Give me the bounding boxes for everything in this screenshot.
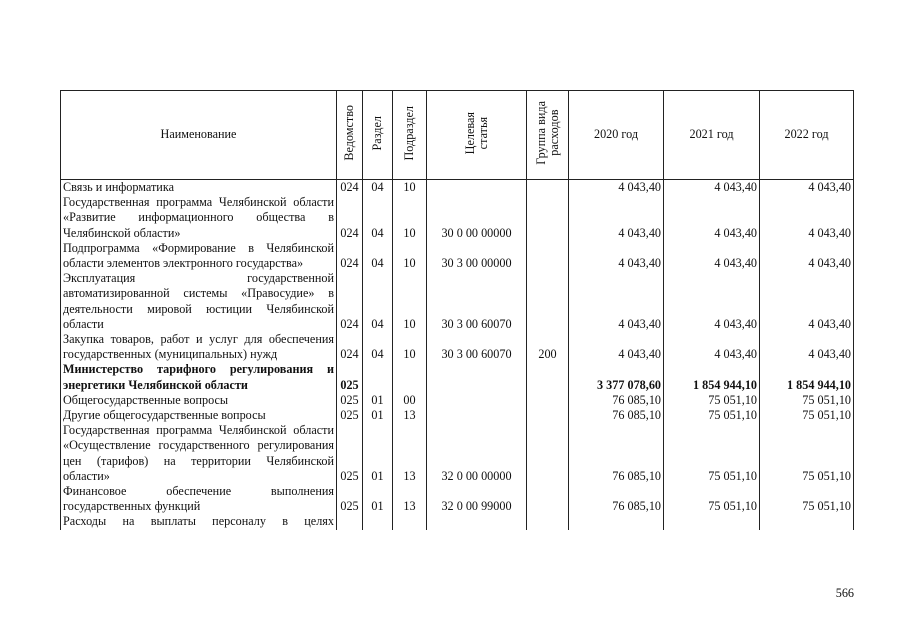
header-expense-group: Группа вида расходов — [527, 91, 569, 180]
expense-group-cell — [527, 514, 569, 529]
target-cell — [427, 408, 527, 423]
subsection-cell: 10 — [393, 180, 427, 196]
table-row — [61, 514, 854, 529]
value-2021-cell: 75 051,10 — [664, 393, 760, 408]
dept-cell: 025 — [337, 362, 363, 392]
value-2022-cell: 75 051,10 — [760, 423, 854, 484]
value-2022-cell: 75 051,10 — [760, 393, 854, 408]
section-cell: 04 — [363, 195, 393, 241]
expense-group-cell — [527, 408, 569, 423]
header-2021: 2021 год — [664, 91, 760, 180]
section-cell — [363, 514, 393, 529]
value-2022-cell — [760, 514, 854, 529]
expense-group-cell — [527, 195, 569, 241]
value-2020-cell: 4 043,40 — [569, 241, 664, 271]
value-2022-cell: 4 043,40 — [760, 271, 854, 332]
table-row — [61, 241, 854, 271]
table-row — [61, 271, 854, 332]
subsection-cell: 10 — [393, 195, 427, 241]
dept-cell — [337, 514, 363, 529]
expense-group-cell: 200 — [527, 332, 569, 362]
expense-group-cell — [527, 180, 569, 196]
table-row — [61, 362, 854, 392]
section-cell: 01 — [363, 393, 393, 408]
target-cell: 30 3 00 60070 — [427, 332, 527, 362]
table-row — [61, 180, 854, 196]
subsection-cell: 10 — [393, 241, 427, 271]
target-cell — [427, 362, 527, 392]
target-cell — [427, 393, 527, 408]
value-2021-cell: 75 051,10 — [664, 423, 760, 484]
section-cell: 01 — [363, 408, 393, 423]
dept-cell: 025 — [337, 393, 363, 408]
section-cell: 04 — [363, 241, 393, 271]
value-2020-cell: 4 043,40 — [569, 180, 664, 196]
value-2021-cell: 4 043,40 — [664, 195, 760, 241]
name-cell: Общегосударственные вопросы — [61, 393, 337, 408]
section-cell: 04 — [363, 332, 393, 362]
name-cell: Министерство тарифного регулирования и энергетики Челябинской области — [61, 362, 337, 392]
subsection-cell: 10 — [393, 332, 427, 362]
table-row — [61, 195, 854, 241]
value-2020-cell: 76 085,10 — [569, 393, 664, 408]
value-2022-cell: 4 043,40 — [760, 195, 854, 241]
subsection-cell: 10 — [393, 271, 427, 332]
section-cell: 01 — [363, 423, 393, 484]
value-2022-cell: 1 854 944,10 — [760, 362, 854, 392]
value-2021-cell — [664, 514, 760, 529]
value-2020-cell: 4 043,40 — [569, 271, 664, 332]
page-number: 566 — [835, 586, 854, 600]
expense-group-cell — [527, 393, 569, 408]
dept-cell: 025 — [337, 423, 363, 484]
value-2022-cell: 75 051,10 — [760, 484, 854, 514]
dept-cell: 024 — [337, 180, 363, 196]
header-row — [61, 91, 854, 180]
target-cell — [427, 180, 527, 196]
value-2021-cell: 4 043,40 — [664, 180, 760, 196]
target-cell: 30 0 00 00000 — [427, 195, 527, 241]
name-cell: Государственная программа Челябинской области «Осуществление государственного регулирования цен (тарифов) на территории Челябинской области» — [61, 423, 337, 484]
expense-group-cell — [527, 423, 569, 484]
value-2020-cell: 76 085,10 — [569, 423, 664, 484]
header-subsection: Подраздел — [393, 91, 427, 180]
dept-cell: 024 — [337, 241, 363, 271]
header-dept: Ведомство — [337, 91, 363, 180]
subsection-cell — [393, 362, 427, 392]
table-row — [61, 484, 854, 514]
value-2021-cell: 75 051,10 — [664, 484, 760, 514]
section-cell: 01 — [363, 484, 393, 514]
dept-cell: 025 — [337, 408, 363, 423]
target-cell: 32 0 00 99000 — [427, 484, 527, 514]
value-2022-cell: 4 043,40 — [760, 241, 854, 271]
name-cell: Эксплуатация государственной автоматизированной системы «Правосудие» в деятельности мировой юстиции Челябинской области — [61, 271, 337, 332]
section-cell: 04 — [363, 271, 393, 332]
budget-table — [60, 90, 854, 530]
value-2021-cell: 1 854 944,10 — [664, 362, 760, 392]
subsection-cell — [393, 514, 427, 529]
subsection-cell: 13 — [393, 408, 427, 423]
target-cell — [427, 514, 527, 529]
name-cell: Расходы на выплаты персоналу в целях — [61, 514, 337, 529]
expense-group-cell — [527, 241, 569, 271]
subsection-cell: 00 — [393, 393, 427, 408]
name-cell: Финансовое обеспечение выполнения государственных функций — [61, 484, 337, 514]
name-cell: Государственная программа Челябинской области «Развитие информационного общества в Челябинской области» — [61, 195, 337, 241]
table-row — [61, 408, 854, 423]
name-cell: Другие общегосударственные вопросы — [61, 408, 337, 423]
header-section: Раздел — [363, 91, 393, 180]
value-2021-cell: 75 051,10 — [664, 408, 760, 423]
name-cell: Подпрограмма «Формирование в Челябинской области элементов электронного государства» — [61, 241, 337, 271]
value-2021-cell: 4 043,40 — [664, 332, 760, 362]
header-2022: 2022 год — [760, 91, 854, 180]
value-2021-cell: 4 043,40 — [664, 271, 760, 332]
expense-group-cell — [527, 484, 569, 514]
target-cell: 30 3 00 60070 — [427, 271, 527, 332]
dept-cell: 024 — [337, 332, 363, 362]
table-row — [61, 423, 854, 484]
name-cell: Связь и информатика — [61, 180, 337, 196]
value-2022-cell: 75 051,10 — [760, 408, 854, 423]
dept-cell: 024 — [337, 195, 363, 241]
expense-group-cell — [527, 271, 569, 332]
header-target: Целевая статья — [427, 91, 527, 180]
value-2022-cell: 4 043,40 — [760, 332, 854, 362]
value-2020-cell: 76 085,10 — [569, 484, 664, 514]
target-cell: 30 3 00 00000 — [427, 241, 527, 271]
subsection-cell: 13 — [393, 423, 427, 484]
value-2020-cell: 4 043,40 — [569, 195, 664, 241]
header-2020: 2020 год — [569, 91, 664, 180]
table-row — [61, 393, 854, 408]
value-2020-cell: 3 377 078,60 — [569, 362, 664, 392]
name-cell: Закупка товаров, работ и услуг для обеспечения государственных (муниципальных) нужд — [61, 332, 337, 362]
section-cell: 04 — [363, 180, 393, 196]
dept-cell: 025 — [337, 484, 363, 514]
value-2020-cell: 4 043,40 — [569, 332, 664, 362]
value-2020-cell: 76 085,10 — [569, 408, 664, 423]
value-2022-cell: 4 043,40 — [760, 180, 854, 196]
section-cell — [363, 362, 393, 392]
header-name: Наименование — [61, 91, 337, 180]
value-2021-cell: 4 043,40 — [664, 241, 760, 271]
value-2020-cell — [569, 514, 664, 529]
dept-cell: 024 — [337, 271, 363, 332]
subsection-cell: 13 — [393, 484, 427, 514]
table-row — [61, 332, 854, 362]
expense-group-cell — [527, 362, 569, 392]
target-cell: 32 0 00 00000 — [427, 423, 527, 484]
